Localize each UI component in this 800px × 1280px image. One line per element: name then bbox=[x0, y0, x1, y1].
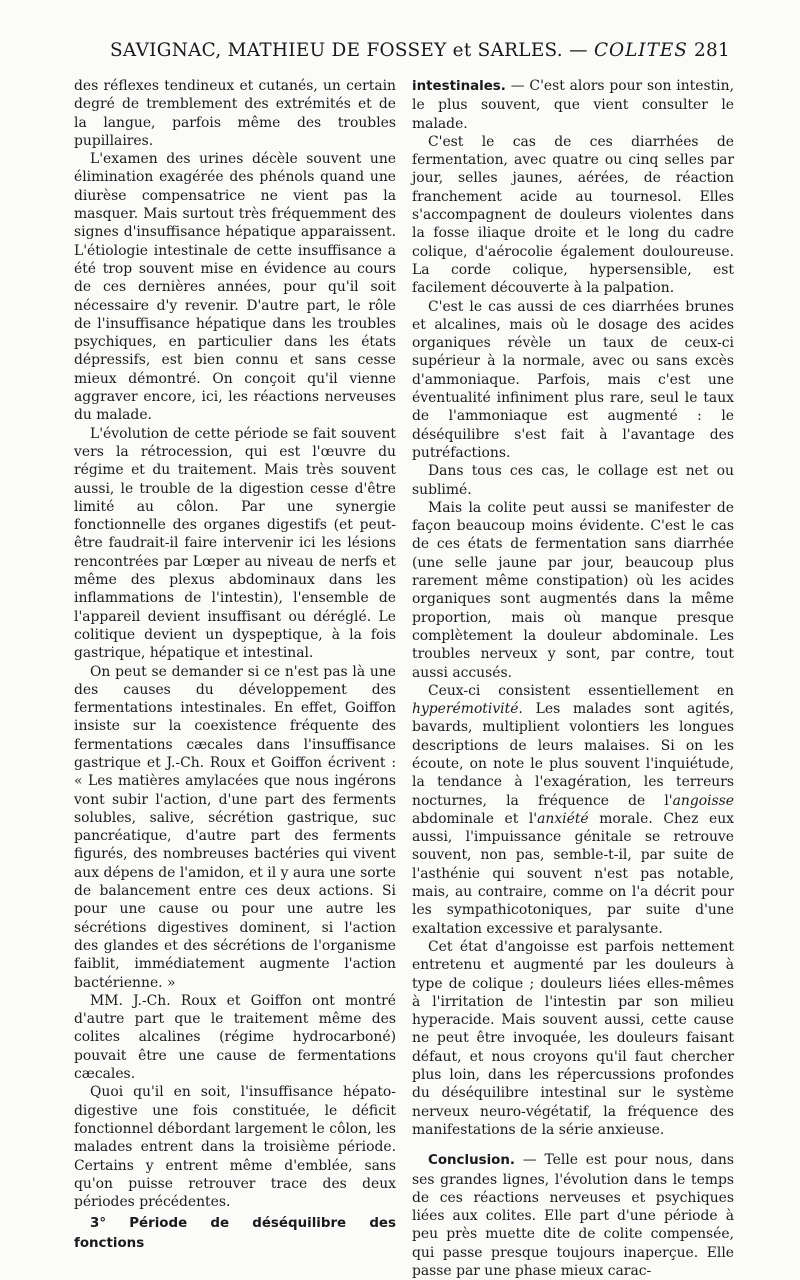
emphasis: anxiété bbox=[537, 810, 589, 827]
header-section-title: COLITES bbox=[593, 40, 688, 61]
paragraph: MM. J.-Ch. Roux et Goiffon ont montré d'autre part que le traitement même des colites alcalines (régime hydrocarboné) pouvait être une cause de fermentations cæcales. bbox=[74, 992, 396, 1083]
paragraph: Mais la colite peut aussi se manifester de façon beaucoup moins évidente. C'est le cas de ces états de fermentation sans diarrhée (une selle jaune par jour, beaucoup plus rarement même constipation) où les acides organiques sont augmentés dans la même proportion, mais où manque presque complètement la douleur abdominale. Les troubles nerveux y sont, par contre, tout aussi accusés. bbox=[412, 499, 734, 681]
paragraph: C'est le cas aussi de ces diarrhées brunes et alcalines, mais où le dosage des acides organiques révèle un taux de ceux-ci supérieur à la normale, avec ou sans excès d'ammoniaque. Parfois, mais c'est une éventualité infiniment plus rare, seul le taux de l'ammoniaque est augmenté : le déséquilibre s'est fait à l'avantage des putréfactions. bbox=[412, 298, 734, 461]
header-authors: SAVIGNAC, MATHIEU DE FOSSEY et SARLES. — bbox=[110, 40, 588, 61]
emphasis: hyperémotivité bbox=[412, 701, 519, 718]
right-column bbox=[412, 77, 734, 1280]
page-number: 281 bbox=[693, 40, 730, 61]
conclusion-paragraph: Conclusion. — Telle est pour nous, dans ses grandes lignes, l'évolution dans le temps de ces réactions nerveuses et psychiques liées aux colites. Elle part d'une période à peu près muette dite de colite compensée, qui passe presque toujours inaperçue. Elle passe par une phase mieux carac- bbox=[412, 1152, 734, 1279]
left-column bbox=[74, 77, 396, 1253]
paragraph: Ceux-ci consistent essentiellement en hyperémotivité. Les malades sont agités, bavards, multiplient volontiers les longues descriptions de leurs malaises. Si on les écoute, on note le plus souvent l'inquiétude, la tendance à l'exagération, les terreurs nocturnes, la fréquence de l'angoisse abdominale et l'anxiété morale. Chez eux aussi, l'impuissance génitale se retrouve souvent, non pas, semble-t-il, par suite de l'asthénie qui souvent n'est pas notable, mais, au contraire, comme on l'a décrit pour les sympathicotoniques, par suite d'une exaltation excessive et paralysante. bbox=[412, 682, 734, 937]
paragraph: Cet état d'angoisse est parfois nettement entretenu et augmenté par les douleurs à type de colique ; douleurs liées elles-mêmes à l'irritation de l'intestin par son milieu hyperacide. Mais souvent aussi, cette cause ne peut être invoquée, les douleurs faisant défaut, et nous croyons qu'il faut chercher plus loin, dans les répercussions profondes du déséquilibre intestinal sur le système nerveux neuro-végétatif, la fréquence des manifestations de la série anxieuse. bbox=[412, 938, 734, 1138]
header-title bbox=[110, 40, 688, 61]
paragraph: L'examen des urines décèle souvent une élimination exagérée des phénols quand une diurèse compensatrice ne vient pas la masquer. Mais surtout très fréquemment des signes d'insuffisance hépatique apparaissent. L'étiologie intestinale de cette insuffisance a été trop souvent mise en évidence au cours de ces dernières années, pour qu'il soit nécessaire d'y revenir. D'autre part, le rôle de l'insuffisance hépatique dans les troubles psychiques, en particulier dans les états dépressifs, est bien connu et sans cesse mieux démontré. On conçoit qu'il vienne aggraver encore, ici, les réactions nerveuses du malade. bbox=[74, 151, 396, 424]
emphasis: angoisse bbox=[672, 792, 734, 809]
paragraph: L'évolution de cette période se fait souvent vers la rétrocession, qui est l'œuvre du régime et du traitement. Mais très souvent aussi, le trouble de la digestion cesse d'être limité au côlon. Par une synergie fonctionnelle des organes digestifs (et peut-être faudrait-il faire intervenir ici les lésions rencontrées par Lœper au niveau de nerfs et même des plexus abdominaux dans les inflammations de l'intestin), l'ensemble de l'appareil devient insuffisant ou déréglé. Le colitique devient un dyspeptique, à la fois gastrique, hépatique et intestinal. bbox=[74, 425, 396, 662]
paragraph: Quoi qu'il en soit, l'insuffisance hépato-digestive une fois constituée, le déficit fonctionnel débordant largement le côlon, les malades entrent dans la troisième période. Certains y entrent même d'emblée, sans qu'on puisse retrouver trace des deux périodes précédentes. bbox=[74, 1084, 396, 1211]
running-header bbox=[110, 40, 730, 66]
paragraph: Dans tous ces cas, le collage est net ou sublimé. bbox=[412, 463, 734, 498]
paragraph: intestinales. — C'est alors pour son intestin, le plus souvent, que vient consulter le malade. bbox=[412, 78, 734, 132]
section-heading-continuation: intestinales. bbox=[412, 79, 506, 94]
conclusion-heading: Conclusion. bbox=[428, 1153, 515, 1169]
paragraph: On peut se demander si ce n'est pas là une des causes du développement des fermentations intestinales. En effet, Goiffon insiste sur la coexistence fréquente des fermentations cæcales dans l'insuffisance gastrique et J.-Ch. Roux et Goiffon écrivent : « Les matières amylacées que nous ingérons vont subir l'action, d'une part des ferments solubles, salive, sécrétion gastrique, suc pancréatique, d'autre part des ferments figurés, des nombreuses bactéries qui vivent aux dépens de l'amidon, et il y aura une sorte de balancement entre ces deux actions. Si pour une cause ou pour une autre les sécrétions digestives dominent, si l'action des glandes et des sécrétions de l'organisme faiblit, immédiatement augmente l'action bactérienne. » bbox=[74, 663, 396, 991]
section-heading: 3° Période de déséquilibre des fonctions bbox=[74, 1216, 396, 1251]
paragraph: des réflexes tendineux et cutanés, un certain degré de tremblement des extrémités et de la langue, parfois même des troubles pupillaires. bbox=[74, 78, 396, 149]
paragraph: C'est le cas de ces diarrhées de fermentation, avec quatre ou cinq selles par jour, selles jaunes, aérées, de réaction franchement acide au tournesol. Elles s'accompagnent de douleurs violentes dans la fosse iliaque droite et le long du cadre colique, d'aérocolie également douloureuse. La corde colique, hypersensible, est facilement découverte à la palpation. bbox=[412, 133, 734, 297]
